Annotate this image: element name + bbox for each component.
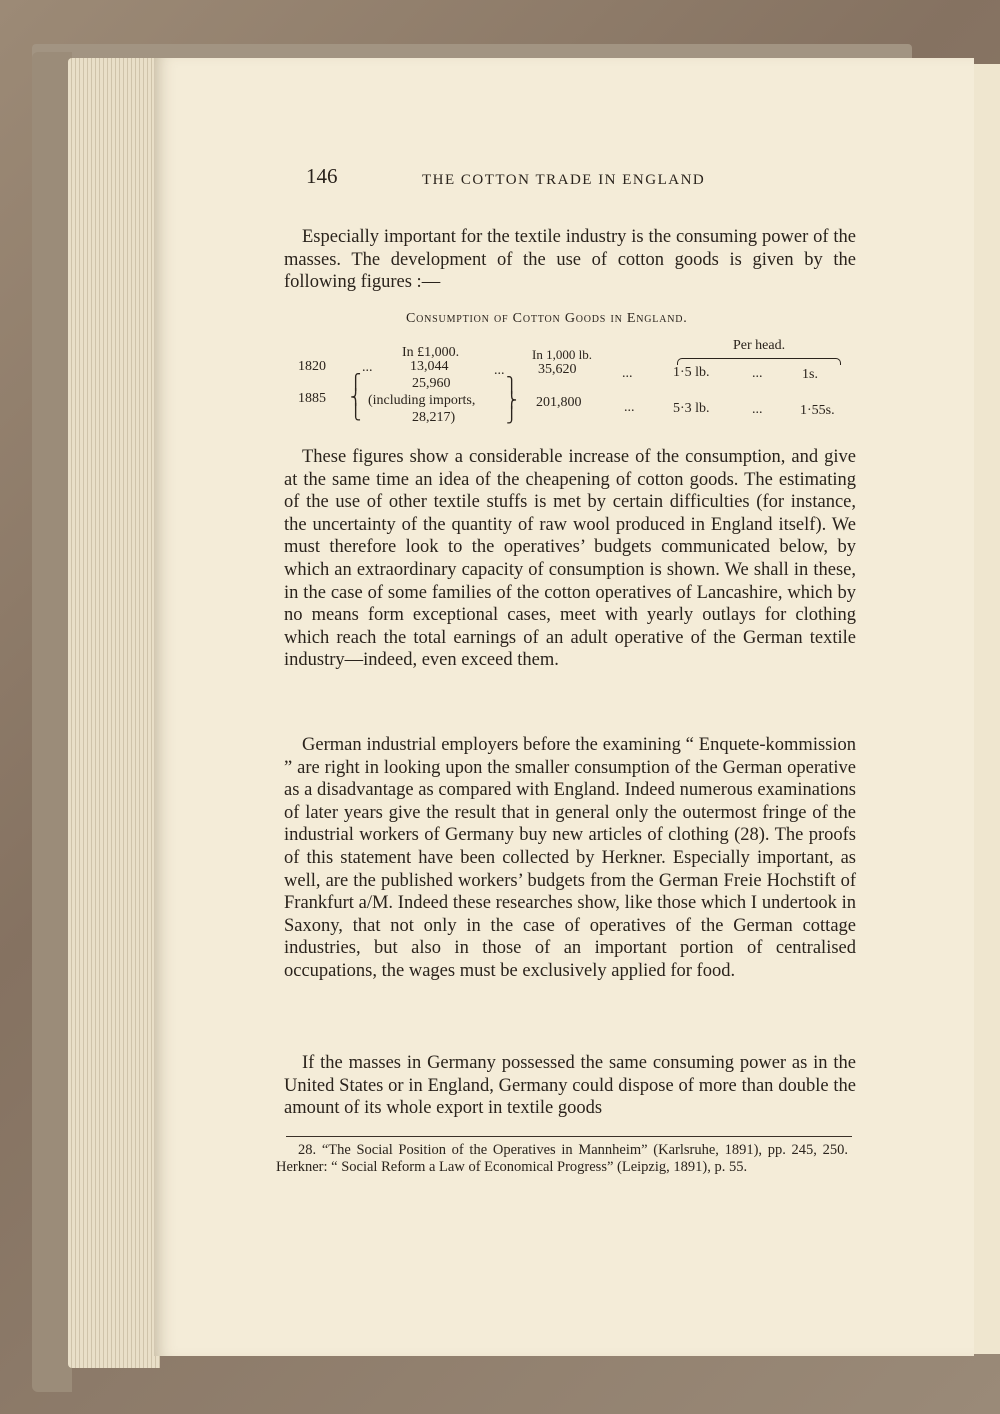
page-header <box>306 164 856 194</box>
row-1820-per-head-lb: 1·5 lb. <box>673 365 710 380</box>
paragraph-figures-discussion: These figures show a considerable increase of the consumption, and give at the same time an idea of the cheapening of cotton goods. The estimating of the use of other textile stuffs is met by certain difficulties (for instance, the uncertainty of the quantity of raw wool produced in England itself). We must therefore look to the operatives’ budgets communicated below, by which an extraordinary capacity of consumption is shown. We shall in these, in the case of some families of the cotton operatives of Lancashire, which by no means form exceptional cases, meet with yearly outlays for clothing which reach the total earnings of an adult operative of the German textile industry—indeed, even exceed them. <box>284 447 856 671</box>
row-1885-value-b: 28,217) <box>412 410 456 425</box>
row-1820-dots-4: ... <box>752 366 763 381</box>
row-1885-value-note: (including imports, <box>368 393 476 408</box>
row-1820-dots-2: ... <box>494 363 505 378</box>
running-head: THE COTTON TRADE IN ENGLAND <box>422 172 706 188</box>
row-1820-dots-1: ... <box>362 360 373 375</box>
paragraph-intro: Especially important for the textile industry is the consuming power of the masses. The development of the use of cotton goods is given by the following figures :— <box>284 227 856 293</box>
row-1820-year: 1820 <box>298 359 326 374</box>
row-1820-value: 13,044 <box>410 359 449 374</box>
column-header-value: In £1,000. <box>402 345 460 360</box>
row-1885-weight: 201,800 <box>536 395 582 410</box>
row-1820-per-head-s: 1s. <box>802 367 818 382</box>
row-1885-dots-4: ... <box>752 402 763 417</box>
left-brace: ⎧ ⎨ ⎩ <box>350 375 362 421</box>
row-1820-weight: 35,620 <box>538 362 577 377</box>
page-edges <box>68 58 160 1368</box>
table-title: Consumption of Cotton Goods in England. <box>406 311 688 326</box>
row-1885-dots-3: ... <box>624 400 635 415</box>
column-header-per-head: Per head. <box>733 338 786 353</box>
footnote-rule <box>286 1136 852 1137</box>
column-header-weight: In 1,000 lb. <box>532 347 592 362</box>
row-1885-year: 1885 <box>298 391 326 406</box>
book-cover-spine <box>32 52 72 1392</box>
facing-page-edge <box>972 64 1000 1354</box>
row-1885-value-a: 25,960 <box>412 376 451 391</box>
row-1820-dots-3: ... <box>622 366 633 381</box>
per-head-bracket <box>677 358 841 365</box>
page-number: 146 <box>306 164 338 188</box>
right-brace: ⎫ ⎬ ⎭ <box>506 378 518 424</box>
footnote-28: 28. “The Social Position of the Operatives in Mannheim” (Karlsruhe, 1891), pp. 245, 250. Herkner: “ Social Reform a Law of Economical Progress” (Leipzig, 1891), p. 55. <box>276 1142 848 1175</box>
paragraph-consuming-power: If the masses in Germany possessed the same consuming power as in the United States or in England, Germany could dispose of more than double the amount of its whole export in textile goods <box>284 1053 856 1119</box>
row-1885-per-head-s: 1·55s. <box>800 403 835 418</box>
row-1885-per-head-lb: 5·3 lb. <box>673 401 710 416</box>
paragraph-german-employers: German industrial employers before the examining “ Enquete-kommission ” are right in looking upon the smaller consumption of the German operative as a disadvantage as compared with England. Indeed numerous examinations of later years give the result that in general only the outermost fringe of the industrial workers of Germany buy new articles of clothing (28). The proofs of this statement have been collected by Herkner. Especially important, as well, are the published workers’ budgets from the German Freie Hochstift of Frankfurt a/M. Indeed these researches show, like those which I undertook in Saxony, that not only in the case of operatives of the German cottage industries, but also in those of an important portion of centralised occupations, the wages must be exclusively applied for food. <box>284 735 856 981</box>
